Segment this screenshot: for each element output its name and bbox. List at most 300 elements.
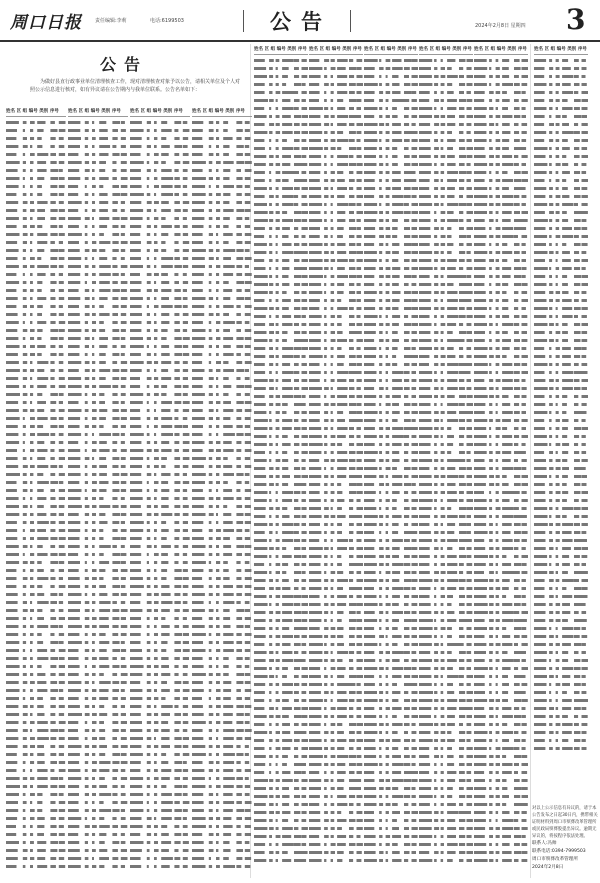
- row-text-mark: [223, 561, 228, 564]
- row-text-mark: [412, 395, 417, 398]
- row-text-mark: [85, 737, 88, 740]
- row-text-mark: [192, 401, 203, 404]
- row-text-mark: [121, 233, 125, 236]
- row-text-mark: [192, 641, 203, 644]
- row-text-mark: [30, 313, 33, 316]
- row-text-mark: [30, 769, 32, 772]
- row-text-mark: [434, 395, 438, 398]
- row-text-mark: [294, 779, 299, 782]
- row-text-mark: [92, 729, 95, 732]
- row-text-mark: [364, 163, 377, 166]
- row-text-mark: [331, 195, 334, 198]
- row-text-mark: [23, 817, 26, 820]
- row-text-mark: [59, 849, 66, 852]
- row-text-mark: [223, 697, 231, 700]
- row-text-mark: [254, 851, 265, 854]
- row-text-mark: [37, 809, 42, 812]
- row-text-mark: [112, 537, 120, 540]
- row-text-mark: [216, 865, 220, 868]
- row-text-mark: [92, 681, 95, 684]
- row-text-mark: [386, 323, 390, 326]
- row-text-mark: [85, 409, 89, 412]
- row-text-mark: [496, 355, 501, 358]
- row-text-mark: [441, 307, 445, 310]
- row-text-mark: [154, 209, 156, 212]
- row-text-mark: [154, 785, 157, 788]
- row-text-mark: [502, 307, 508, 310]
- row-text-mark: [419, 707, 431, 710]
- row-text-mark: [474, 131, 486, 134]
- row-text-mark: [183, 209, 188, 212]
- row-text-mark: [254, 67, 266, 70]
- row-text-mark: [309, 243, 323, 246]
- row-text-mark: [50, 393, 58, 396]
- row-text-mark: [294, 483, 302, 486]
- row-text-mark: [112, 769, 118, 772]
- row-text-mark: [392, 75, 398, 78]
- row-text-mark: [447, 667, 453, 670]
- row-text-mark: [68, 241, 79, 244]
- row-text-mark: [419, 523, 429, 526]
- row-text-mark: [223, 177, 229, 180]
- row-text-mark: [130, 233, 140, 236]
- row-text-mark: [294, 75, 299, 78]
- row-text-mark: [404, 347, 411, 350]
- row-text-mark: [6, 425, 18, 428]
- row-text-mark: [59, 833, 65, 836]
- row-text-mark: [223, 329, 230, 332]
- row-text-mark: [386, 275, 391, 278]
- row-text-mark: [386, 227, 391, 230]
- row-text-mark: [434, 323, 436, 326]
- row-text-mark: [412, 547, 418, 550]
- row-text-mark: [489, 235, 493, 238]
- row-text-mark: [37, 129, 43, 132]
- row-text-mark: [147, 777, 150, 780]
- row-text-mark: [379, 123, 384, 126]
- row-text-mark: [294, 579, 299, 582]
- row-text-mark: [502, 355, 507, 358]
- row-text-mark: [50, 249, 58, 252]
- row-text-mark: [85, 537, 88, 540]
- row-text-mark: [37, 233, 47, 236]
- row-text-mark: [434, 667, 438, 670]
- row-text-mark: [236, 249, 243, 252]
- row-text-mark: [309, 299, 320, 302]
- row-text-mark: [302, 259, 309, 262]
- row-text-mark: [302, 851, 308, 854]
- row-text-mark: [364, 59, 378, 62]
- row-text-mark: [324, 379, 326, 382]
- row-text-mark: [183, 473, 187, 476]
- row-text-mark: [441, 155, 446, 158]
- row-text-mark: [216, 577, 221, 580]
- row-text-mark: [37, 465, 48, 468]
- row-text-mark: [514, 163, 519, 166]
- row-text-mark: [404, 475, 409, 478]
- row-text-mark: [183, 417, 188, 420]
- row-text-mark: [161, 297, 169, 300]
- row-text-mark: [209, 281, 212, 284]
- row-text-mark: [282, 227, 290, 230]
- row-text-mark: [121, 673, 128, 676]
- row-text-mark: [522, 99, 528, 102]
- row-text-mark: [154, 161, 158, 164]
- row-text-mark: [92, 577, 97, 580]
- row-text-mark: [412, 75, 418, 78]
- row-text-mark: [68, 617, 80, 620]
- row-text-mark: [404, 219, 409, 222]
- row-text-mark: [23, 417, 25, 420]
- row-text-mark: [364, 499, 375, 502]
- row-text-mark: [474, 275, 485, 278]
- row-text-mark: [112, 289, 120, 292]
- row-text-mark: [404, 683, 412, 686]
- row-text-mark: [183, 633, 189, 636]
- row-text-mark: [23, 865, 26, 868]
- row-text-mark: [282, 99, 290, 102]
- row-text-mark: [459, 579, 466, 582]
- row-text-mark: [68, 681, 81, 684]
- row-text-mark: [183, 265, 188, 268]
- row-text-mark: [121, 737, 127, 740]
- row-text-mark: [85, 249, 90, 252]
- row-text-mark: [85, 145, 88, 148]
- row-text-mark: [59, 625, 63, 628]
- row-text-mark: [302, 339, 309, 342]
- row-text-mark: [386, 459, 390, 462]
- row-text-mark: [254, 307, 267, 310]
- row-text-mark: [59, 393, 64, 396]
- row-text-mark: [404, 699, 410, 702]
- row-text-mark: [85, 305, 90, 308]
- row-text-mark: [386, 307, 391, 310]
- row-text-mark: [209, 457, 212, 460]
- row-text-mark: [419, 211, 430, 214]
- row-text-mark: [161, 521, 166, 524]
- row-text-mark: [324, 635, 328, 638]
- row-text-mark: [50, 473, 55, 476]
- row-text-mark: [349, 267, 355, 270]
- row-text-mark: [161, 441, 169, 444]
- row-text-mark: [276, 475, 280, 478]
- row-text-mark: [379, 483, 384, 486]
- row-text-mark: [85, 553, 89, 556]
- row-text-mark: [276, 339, 279, 342]
- row-text-mark: [282, 267, 289, 270]
- row-text-mark: [216, 145, 219, 148]
- row-text-mark: [50, 529, 55, 532]
- row-text-mark: [23, 249, 26, 252]
- row-text-mark: [514, 323, 519, 326]
- row-text-mark: [419, 203, 432, 206]
- row-text-mark: [121, 345, 126, 348]
- row-text-mark: [349, 723, 356, 726]
- row-text-mark: [154, 297, 156, 300]
- row-text-mark: [324, 747, 328, 750]
- row-text-mark: [236, 793, 242, 796]
- row-text-mark: [441, 139, 444, 142]
- row-text-mark: [309, 387, 322, 390]
- row-text-mark: [85, 689, 89, 692]
- row-text-mark: [147, 177, 150, 180]
- row-text-mark: [99, 641, 109, 644]
- row-text-mark: [92, 641, 95, 644]
- row-text-mark: [459, 739, 465, 742]
- row-text-mark: [419, 587, 431, 590]
- row-text-mark: [337, 603, 346, 606]
- row-text-mark: [489, 307, 491, 310]
- row-text-mark: [434, 155, 438, 158]
- row-text-mark: [209, 441, 213, 444]
- row-text-mark: [489, 315, 492, 318]
- row-text-mark: [474, 331, 485, 334]
- row-text-mark: [337, 515, 346, 518]
- row-text-mark: [282, 683, 293, 686]
- row-text-mark: [324, 819, 329, 822]
- row-text-mark: [23, 769, 25, 772]
- row-text-mark: [112, 265, 117, 268]
- row-text-mark: [459, 83, 465, 86]
- row-text-mark: [269, 643, 272, 646]
- row-text-mark: [364, 811, 374, 814]
- row-text-mark: [349, 115, 357, 118]
- row-text-mark: [276, 531, 278, 534]
- row-text-mark: [147, 665, 151, 668]
- row-text-mark: [459, 779, 465, 782]
- row-text-mark: [245, 321, 250, 324]
- row-text-mark: [331, 291, 334, 294]
- row-text-mark: [459, 371, 467, 374]
- row-text-mark: [161, 185, 172, 188]
- row-text-mark: [147, 825, 151, 828]
- row-text-mark: [302, 747, 309, 750]
- row-text-mark: [23, 657, 27, 660]
- row-text-mark: [364, 219, 376, 222]
- row-text-mark: [276, 131, 281, 134]
- row-text-mark: [392, 443, 402, 446]
- row-text-mark: [269, 235, 272, 238]
- row-text-mark: [192, 177, 206, 180]
- row-text-mark: [364, 843, 376, 846]
- row-text-mark: [161, 569, 167, 572]
- row-text-mark: [392, 491, 400, 494]
- row-text-mark: [434, 371, 437, 374]
- row-text-mark: [282, 419, 292, 422]
- row-text-mark: [245, 161, 252, 164]
- row-text-mark: [331, 555, 333, 558]
- row-text-mark: [412, 363, 418, 366]
- row-text-mark: [50, 809, 57, 812]
- row-text-mark: [236, 777, 243, 780]
- row-text-mark: [364, 419, 376, 422]
- row-text-mark: [112, 561, 120, 564]
- row-text-mark: [236, 297, 244, 300]
- row-text-mark: [404, 723, 410, 726]
- row-text-mark: [254, 483, 266, 486]
- row-text-mark: [6, 185, 19, 188]
- row-text-mark: [223, 353, 234, 356]
- row-text-mark: [349, 443, 354, 446]
- row-text-mark: [121, 625, 128, 628]
- row-text-mark: [447, 811, 459, 814]
- row-text-mark: [294, 195, 298, 198]
- row-text-mark: [59, 161, 65, 164]
- row-text-mark: [419, 75, 432, 78]
- row-text-mark: [192, 689, 204, 692]
- row-text-mark: [92, 745, 97, 748]
- row-text-mark: [85, 377, 90, 380]
- row-text-mark: [459, 587, 464, 590]
- row-text-mark: [459, 171, 466, 174]
- row-text-mark: [309, 763, 322, 766]
- row-text-mark: [392, 307, 398, 310]
- row-text-mark: [392, 595, 400, 598]
- row-text-mark: [459, 859, 463, 862]
- row-text-mark: [183, 729, 188, 732]
- row-text-mark: [364, 755, 376, 758]
- row-text-mark: [154, 225, 157, 228]
- row-text-mark: [236, 257, 243, 260]
- row-text-mark: [99, 857, 109, 860]
- row-text-mark: [379, 499, 382, 502]
- row-text-mark: [467, 99, 473, 102]
- row-text-mark: [309, 139, 321, 142]
- row-text-mark: [349, 603, 356, 606]
- row-text-mark: [223, 345, 231, 348]
- row-text-mark: [467, 139, 472, 142]
- row-text-mark: [302, 323, 307, 326]
- row-text-mark: [441, 443, 444, 446]
- row-text-mark: [154, 601, 159, 604]
- row-text-mark: [192, 337, 205, 340]
- row-text-mark: [404, 235, 410, 238]
- row-text-mark: [50, 233, 57, 236]
- row-text-mark: [379, 139, 381, 142]
- row-text-mark: [309, 635, 322, 638]
- row-text-mark: [30, 169, 33, 172]
- row-text-mark: [192, 321, 203, 324]
- row-text-mark: [302, 331, 307, 334]
- row-text-mark: [357, 619, 363, 622]
- roster-column: [68, 108, 128, 878]
- row-text-mark: [331, 323, 335, 326]
- row-text-mark: [386, 211, 390, 214]
- row-text-mark: [30, 705, 34, 708]
- row-text-mark: [447, 307, 457, 310]
- row-text-mark: [161, 753, 166, 756]
- row-text-mark: [467, 611, 473, 614]
- row-text-mark: [522, 371, 529, 374]
- row-text-mark: [154, 649, 158, 652]
- row-text-mark: [30, 329, 35, 332]
- row-text-mark: [50, 289, 55, 292]
- row-text-mark: [68, 657, 79, 660]
- row-text-mark: [161, 689, 170, 692]
- row-text-mark: [154, 489, 157, 492]
- row-text-mark: [441, 763, 443, 766]
- row-text-mark: [282, 707, 292, 710]
- row-text-mark: [236, 673, 244, 676]
- row-text-mark: [447, 211, 454, 214]
- row-text-mark: [276, 179, 281, 182]
- row-text-mark: [467, 731, 472, 734]
- row-text-mark: [23, 345, 26, 348]
- row-text-mark: [121, 145, 126, 148]
- row-text-mark: [419, 243, 430, 246]
- row-text-mark: [112, 377, 119, 380]
- row-text-mark: [379, 723, 384, 726]
- row-text-mark: [447, 619, 456, 622]
- row-text-mark: [459, 467, 466, 470]
- row-text-mark: [357, 819, 363, 822]
- row-text-mark: [441, 539, 446, 542]
- row-text-mark: [59, 593, 63, 596]
- row-text-mark: [30, 737, 35, 740]
- row-text-mark: [349, 419, 357, 422]
- row-text-mark: [245, 633, 252, 636]
- row-text-mark: [245, 529, 250, 532]
- row-text-mark: [154, 561, 157, 564]
- row-text-mark: [502, 219, 511, 222]
- row-text-mark: [216, 601, 219, 604]
- row-text-mark: [99, 409, 107, 412]
- row-text-mark: [392, 163, 398, 166]
- row-text-mark: [99, 193, 107, 196]
- row-text-mark: [441, 379, 445, 382]
- row-text-mark: [245, 377, 250, 380]
- row-text-mark: [392, 155, 397, 158]
- row-text-mark: [514, 227, 522, 230]
- row-text-mark: [331, 75, 333, 78]
- row-text-mark: [50, 585, 54, 588]
- row-text-mark: [209, 289, 212, 292]
- row-text-mark: [331, 819, 335, 822]
- row-text-mark: [209, 345, 212, 348]
- row-text-mark: [216, 273, 219, 276]
- row-text-mark: [349, 187, 353, 190]
- row-text-mark: [174, 353, 182, 356]
- row-text-mark: [147, 609, 152, 612]
- row-text-mark: [269, 731, 272, 734]
- row-text-mark: [209, 489, 212, 492]
- row-text-mark: [121, 745, 128, 748]
- row-text-mark: [269, 563, 271, 566]
- row-text-mark: [364, 595, 377, 598]
- row-text-mark: [23, 633, 26, 636]
- row-text-mark: [324, 651, 328, 654]
- row-text-mark: [514, 139, 520, 142]
- row-text-mark: [331, 691, 334, 694]
- row-text-mark: [337, 203, 349, 206]
- row-text-mark: [331, 755, 336, 758]
- row-text-mark: [92, 665, 96, 668]
- row-text-mark: [276, 259, 279, 262]
- row-text-mark: [85, 169, 90, 172]
- row-text-mark: [467, 91, 471, 94]
- row-text-mark: [412, 611, 417, 614]
- row-text-mark: [412, 275, 417, 278]
- row-text-mark: [357, 419, 363, 422]
- row-text-mark: [441, 691, 444, 694]
- row-text-mark: [99, 569, 105, 572]
- row-text-mark: [357, 491, 363, 494]
- row-text-mark: [269, 371, 272, 374]
- row-text-mark: [23, 265, 27, 268]
- row-text-mark: [324, 75, 327, 78]
- row-text-mark: [236, 593, 242, 596]
- row-text-mark: [174, 761, 182, 764]
